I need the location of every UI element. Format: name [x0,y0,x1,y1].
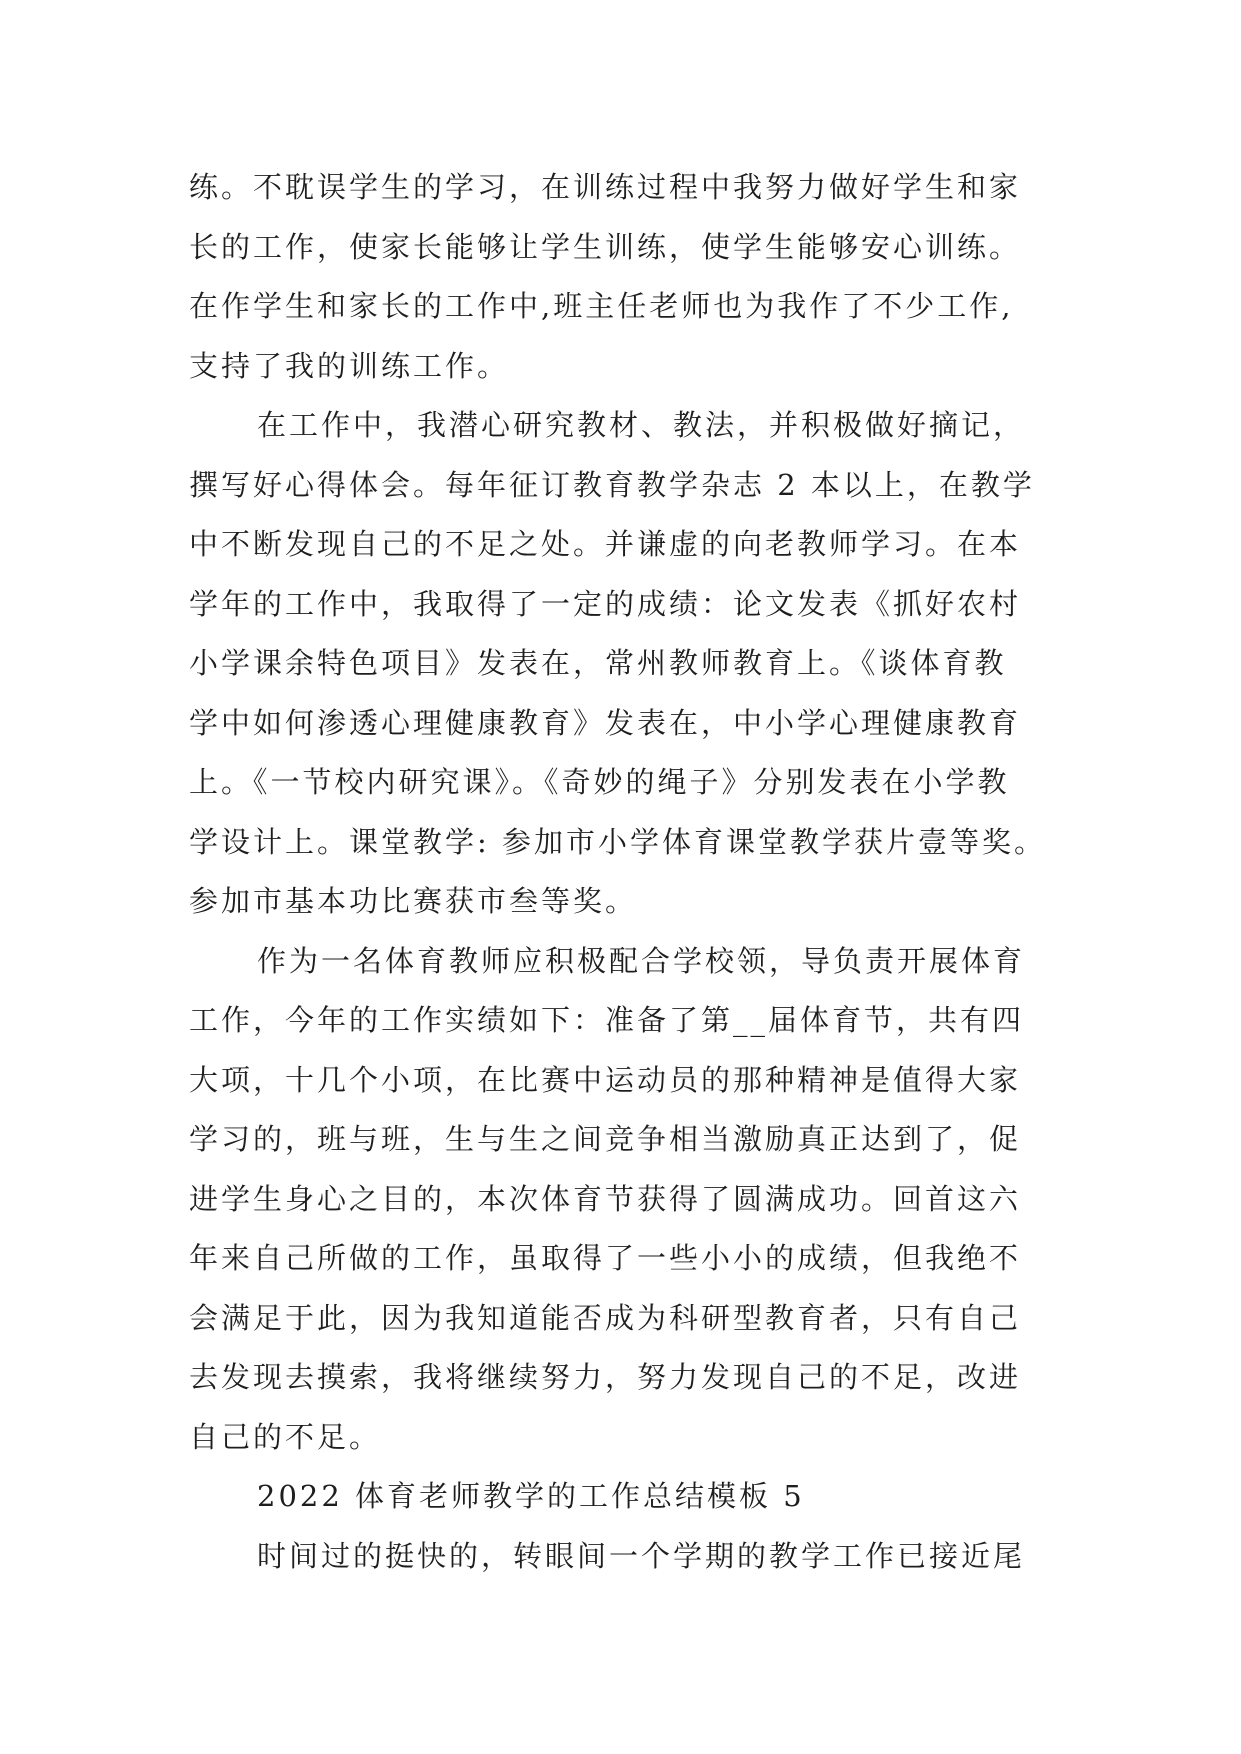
text-line: 大项，十几个小项，在比赛中运动员的那种精神是值得大家 [189,1062,1022,1097]
text-line: 小学课余特色项目》发表在，常州教师教育上。《谈体育教 [189,646,1007,680]
text-line: 长的工作，使家长能够让学生训练，使学生能够安心训练。 [189,229,1022,264]
text-line: 自己的不足。 [189,1419,382,1454]
section-heading: 2022 体育老师教学的工作总结模板 5 [257,1479,805,1513]
text-line: 学设计上。课堂教学: 参加市小学体育课堂教学获片壹等奖。 [189,824,1046,859]
text-line: 工作，今年的工作实绩如下：准备了第__届体育节，共有四 [189,1003,1025,1037]
text-line: 撰写好心得体会。每年征订教育教学杂志 2 本以上，在教学 [189,467,1035,502]
text-line: 学习的，班与班，生与生之间竞争相当激励真正达到了，促 [189,1122,1022,1156]
paragraph-start-line: 作为一名体育教师应积极配合学校领，导负责开展体育 [257,943,1026,978]
paragraph-start-line: 时间过的挺快的，转眼间一个学期的教学工作已接近尾 [257,1538,1026,1573]
text-line: 上。《一节校内研究课》。《奇妙的绳子》分别发表在小学教 [189,765,1010,799]
text-line: 进学生身心之目的，本次体育节获得了圆满成功。回首这六 [189,1181,1022,1216]
text-line: 中不断发现自己的不足之处。并谦虚的向老教师学习。在本 [189,527,1022,561]
text-line: 年来自己所做的工作，虽取得了一些小小的成绩，但我绝不 [189,1241,1022,1275]
text-line: 去发现去摸索，我将继续努力，努力发现自己的不足，改进 [189,1360,1022,1394]
text-line: 支持了我的训练工作。 [189,348,510,383]
text-line: 学中如何渗透心理健康教育》发表在，中小学心理健康教育 [189,705,1022,740]
text-line: 参加市基本功比赛获市叁等奖。 [189,884,638,918]
text-line: 在作学生和家长的工作中,班主任老师也为我作了不少工作, [189,289,1014,323]
paragraph-start-line: 在工作中，我潜心研究教材、教法，并积极做好摘记， [257,408,1026,442]
text-line: 学年的工作中，我取得了一定的成绩：论文发表《抓好农村 [189,586,1022,621]
document-body [189,158,1089,1586]
text-line: 练。不耽误学生的学习，在训练过程中我努力做好学生和家 [189,170,1022,204]
text-line: 会满足于此，因为我知道能否成为科研型教育者，只有自己 [189,1300,1022,1335]
